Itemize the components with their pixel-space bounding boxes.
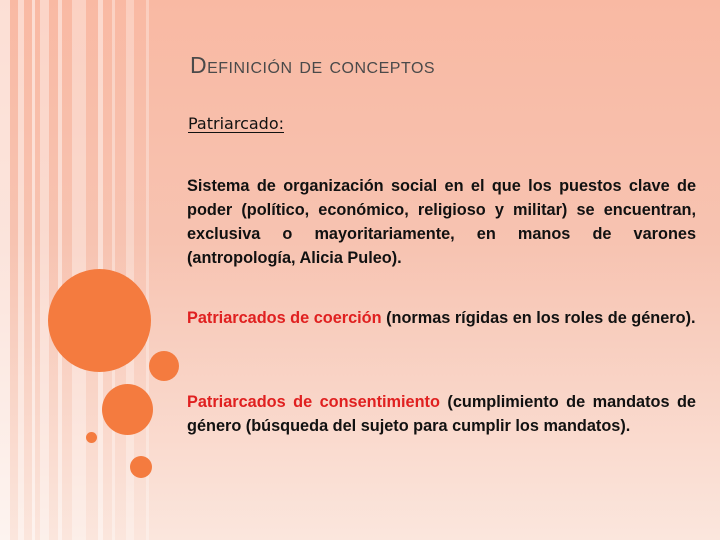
decor-circle-small <box>149 351 179 381</box>
decor-circle-large <box>48 269 151 372</box>
consent-paragraph <box>187 390 696 438</box>
definition-paragraph: Sistema de organización social en el que los puestos clave de poder (político, económico, religioso y militar) se encuentran, exclusiva o mayoritariamente, en manos de varones (antropología, Alicia Puleo). <box>187 177 696 267</box>
decor-stripe <box>40 0 49 540</box>
coercion-paragraph <box>187 306 696 330</box>
consent-description: (cumplimiento de mandatos de género (búsqueda del sujeto para cumplir los mandatos). <box>187 393 696 435</box>
slide-title: Definición de conceptos <box>190 52 436 78</box>
slide-subtitle: Patriarcado: <box>188 114 284 133</box>
decor-circle-small <box>130 456 152 478</box>
decor-stripe <box>58 0 62 540</box>
decor-stripe <box>0 0 10 540</box>
decor-stripe <box>18 0 24 540</box>
decor-circle-medium <box>102 384 153 435</box>
decor-stripe <box>72 0 86 540</box>
coercion-description: (normas rígidas en los roles de género). <box>381 309 696 327</box>
consent-term: Patriarcados de consentimiento <box>187 393 440 411</box>
decor-stripe <box>32 0 35 540</box>
decor-circle-tiny <box>86 432 97 443</box>
coercion-term: Patriarcados de coerción <box>187 309 382 327</box>
